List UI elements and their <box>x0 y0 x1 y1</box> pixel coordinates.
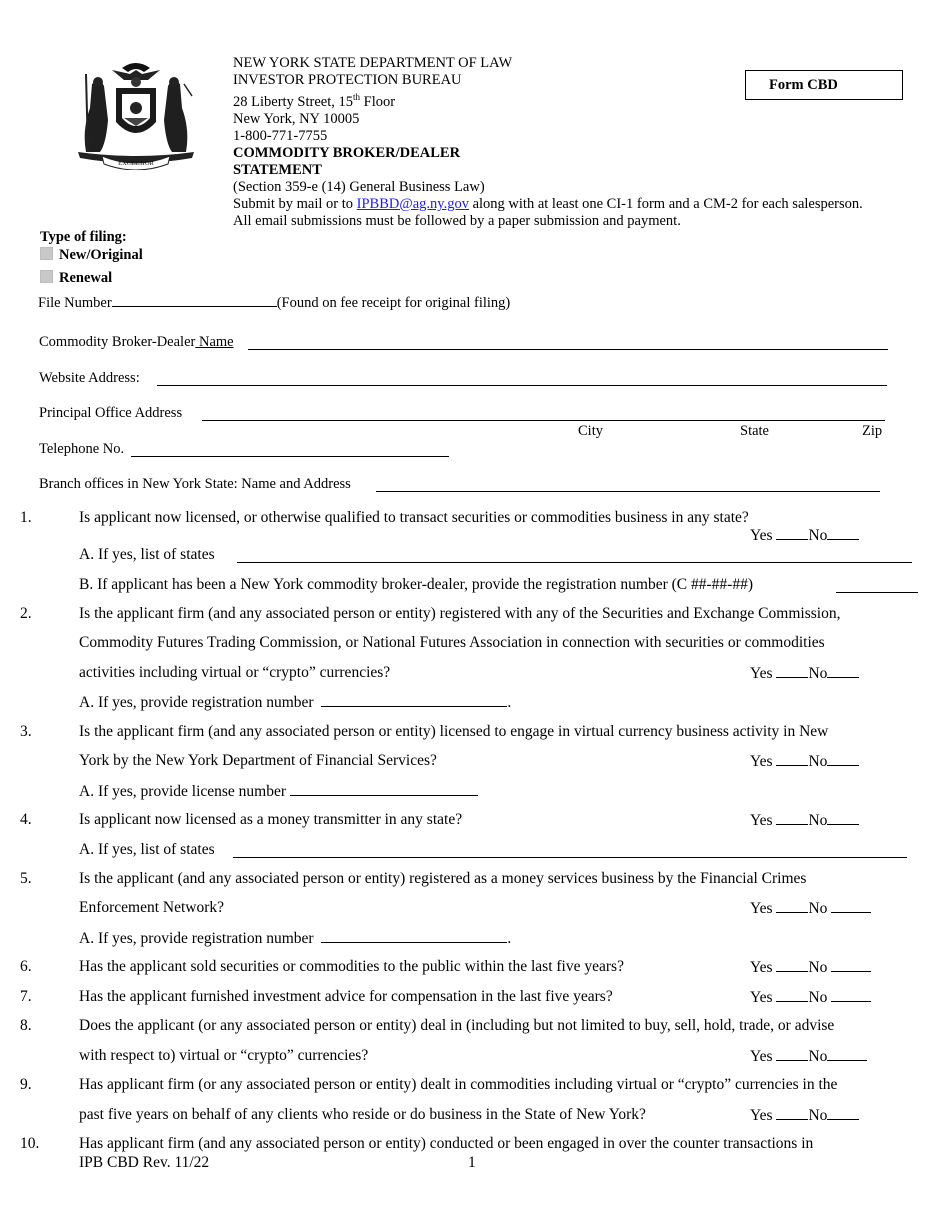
q5-number: 5. <box>20 870 32 887</box>
q2-yes-field[interactable] <box>776 664 808 678</box>
q10-text-1: Has applicant firm (and any associated person or entity) conducted or been engaged in over the counter transactions in <box>79 1135 814 1152</box>
file-number-row: File Number (Found on fee receipt for original filing) <box>38 295 511 311</box>
bureau-name: INVESTOR PROTECTION BUREAU <box>233 72 462 88</box>
q10-number: 10. <box>20 1135 40 1152</box>
file-number-field[interactable] <box>112 293 277 307</box>
q8-text-2: with respect to) virtual or “crypto” currencies? <box>79 1047 369 1064</box>
form-title-1: COMMODITY BROKER/DEALER <box>233 144 461 161</box>
q2a-registration-field[interactable] <box>321 693 507 707</box>
q1-text: Is applicant now licensed, or otherwise qualified to transact securities or commodities business in any state? <box>79 509 749 526</box>
q8-number: 8. <box>20 1017 32 1034</box>
email-link[interactable]: IPBBD@ag.ny.gov <box>356 195 469 212</box>
q5-yes-field[interactable] <box>776 899 808 913</box>
website-field[interactable] <box>157 385 887 386</box>
seal-motto: EXCELSIOR <box>118 160 154 167</box>
q4-text: Is applicant now licensed as a money transmitter in any state? <box>79 811 463 828</box>
q5-text-1: Is the applicant (and any associated person or entity) registered as a money services business by the Financial Crimes <box>79 870 807 887</box>
q3-number: 3. <box>20 723 32 740</box>
q2-no-field[interactable] <box>827 664 859 678</box>
q2-text-1: Is the applicant firm (and any associated person or entity) registered with any of the Securities and Exchange Commission, <box>79 605 841 622</box>
q9-text-2: past five years on behalf of any clients who reside or do business in the State of New York? <box>79 1106 646 1123</box>
q7-no-field[interactable] <box>831 988 871 1002</box>
q7-yes-no: Yes No <box>750 988 871 1007</box>
q1a-text: A. If yes, list of states <box>79 546 215 563</box>
q9-no-field[interactable] <box>827 1106 859 1120</box>
q5-no-field[interactable] <box>831 899 871 913</box>
q1-number: 1. <box>20 509 32 526</box>
q1a-states-field[interactable] <box>237 562 912 563</box>
filing-option-renewal[interactable]: Renewal <box>40 270 112 287</box>
q9-text-1: Has applicant firm (or any associated person or entity) dealt in commodities including virtual or “crypto” currencies in the <box>79 1076 838 1093</box>
q8-text-1: Does the applicant (or any associated person or entity) deal in (including but not limited to buy, sell, hold, trade, or advise <box>79 1017 835 1034</box>
telephone-label: Telephone No. <box>39 441 125 457</box>
q4-no-field[interactable] <box>827 811 859 825</box>
q4-yes-field[interactable] <box>776 811 808 825</box>
filing-option-new[interactable]: New/Original <box>40 247 143 264</box>
branch-offices-label: Branch offices in New York State: Name and Address <box>39 476 351 492</box>
email-note: All email submissions must be followed by a paper submission and payment. <box>233 212 681 229</box>
q8-yes-no: Yes No <box>750 1047 867 1066</box>
form-title-2: STATEMENT <box>233 161 322 178</box>
checkbox-new-original[interactable] <box>40 247 53 260</box>
q7-text: Has the applicant furnished investment advice for compensation in the last five years? <box>79 988 613 1005</box>
q9-yes-no: Yes No <box>750 1106 859 1125</box>
city-caption: City <box>578 423 603 439</box>
city-line: New York, NY 10005 <box>233 110 360 127</box>
q2-text-2: Commodity Futures Trading Commission, or National Futures Association in connection with securities or commodities <box>79 634 825 651</box>
q2-text-3: activities including virtual or “crypto” currencies? <box>79 664 391 681</box>
q8-yes-field[interactable] <box>776 1047 808 1061</box>
phone-line: 1-800-771-7755 <box>233 127 328 144</box>
telephone-field[interactable] <box>131 456 449 457</box>
q6-text: Has the applicant sold securities or commodities to the public within the last five years? <box>79 958 624 975</box>
q2a-text: A. If yes, provide registration number . <box>79 694 512 711</box>
q9-number: 9. <box>20 1076 32 1093</box>
street-address: 28 Liberty Street, 15th Floor <box>233 92 396 110</box>
principal-office-label: Principal Office Address <box>39 405 183 421</box>
q4-yes-no: Yes No <box>750 811 859 830</box>
ny-state-seal <box>72 60 200 170</box>
form-revision: IPB CBD Rev. 11/22 <box>79 1154 210 1171</box>
filing-type-label: Type of filing: <box>40 229 127 245</box>
q5-text-2: Enforcement Network? <box>79 899 225 916</box>
q2-number: 2. <box>20 605 32 622</box>
form-id: Form CBD <box>769 76 838 93</box>
checkbox-renewal[interactable] <box>40 270 53 283</box>
q6-yes-no: Yes No <box>750 958 871 977</box>
q4-number: 4. <box>20 811 32 828</box>
q3-no-field[interactable] <box>827 752 859 766</box>
q1-yes-no: Yes No <box>750 526 859 545</box>
q3-yes-no: Yes No <box>750 752 859 771</box>
form-id-box <box>745 70 903 100</box>
broker-dealer-name-field[interactable] <box>248 349 888 350</box>
q5-yes-no: Yes No <box>750 899 871 918</box>
agency-name: NEW YORK STATE DEPARTMENT OF LAW <box>233 55 513 71</box>
q3-yes-field[interactable] <box>776 752 808 766</box>
q6-yes-field[interactable] <box>776 958 808 972</box>
q3a-license-field[interactable] <box>290 782 478 796</box>
page-number: 1 <box>468 1154 476 1171</box>
q6-number: 6. <box>20 958 32 975</box>
q4a-states-field[interactable] <box>233 857 907 858</box>
q3a-text: A. If yes, provide license number <box>79 782 478 801</box>
q9-yes-field[interactable] <box>776 1106 808 1120</box>
statute-section: (Section 359-e (14) General Business Law) <box>233 178 485 195</box>
q7-yes-field[interactable] <box>776 988 808 1002</box>
q6-no-field[interactable] <box>831 958 871 972</box>
q2-yes-no: Yes No <box>750 664 859 683</box>
principal-office-field[interactable] <box>202 420 885 421</box>
q1b-text: B. If applicant has been a New York commodity broker-dealer, provide the registration number (C ##-##-##) <box>79 576 753 593</box>
q4a-text: A. If yes, list of states <box>79 841 215 858</box>
q1-yes-field[interactable] <box>776 526 808 540</box>
website-label: Website Address: <box>39 370 140 386</box>
state-caption: State <box>740 423 769 439</box>
q8-no-field[interactable] <box>827 1047 867 1061</box>
zip-caption: Zip <box>862 423 883 439</box>
q3-text-2: York by the New York Department of Financial Services? <box>79 752 437 769</box>
q7-number: 7. <box>20 988 32 1005</box>
q3-text-1: Is the applicant firm (and any associated person or entity) licensed to engage in virtual currency business activity in New <box>79 723 829 740</box>
q1b-registration-field[interactable] <box>836 592 918 593</box>
q5a-text: A. If yes, provide registration number . <box>79 930 512 947</box>
q5a-registration-field[interactable] <box>321 929 507 943</box>
submit-instructions: Submit by mail or to IPBBD@ag.ny.gov along with at least one CI-1 form and a CM-2 for each salesperson. <box>233 195 863 212</box>
broker-dealer-name-label: Commodity Broker-Dealer Name <box>39 334 234 350</box>
branch-offices-field[interactable] <box>376 491 880 492</box>
q1-no-field[interactable] <box>827 526 859 540</box>
